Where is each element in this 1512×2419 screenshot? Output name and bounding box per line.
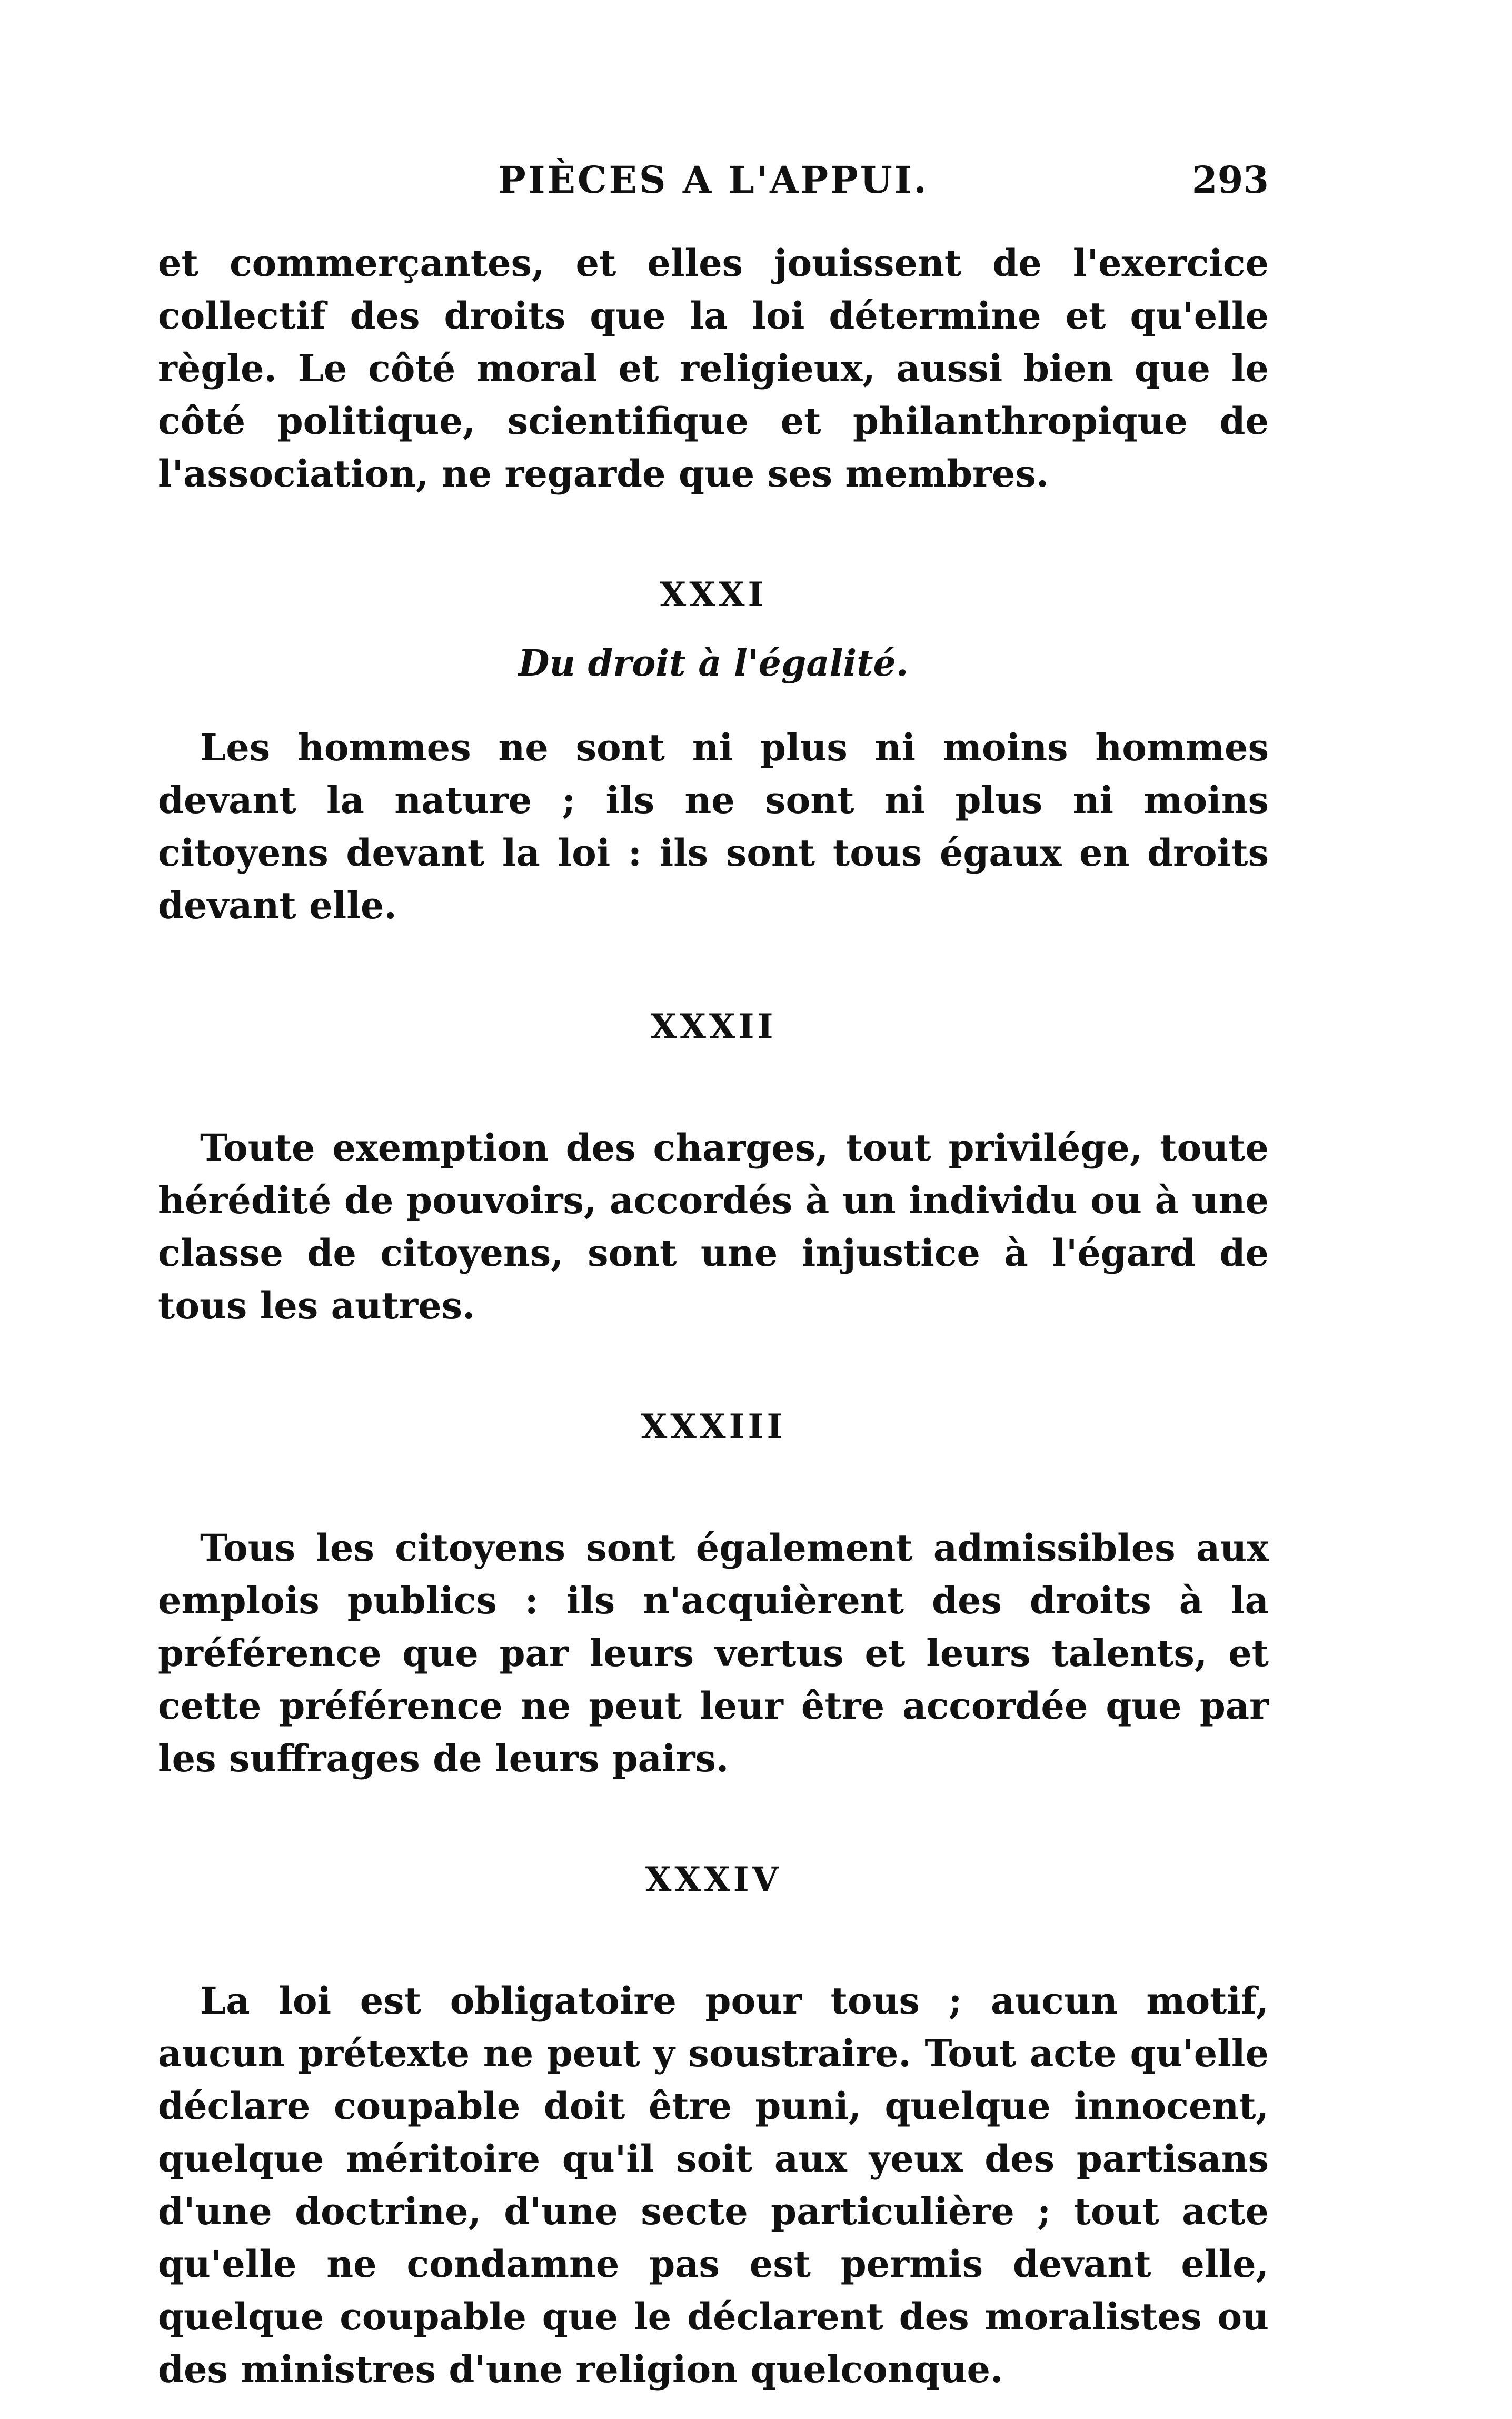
section-numeral-xxxii: XXXII xyxy=(650,1007,777,1046)
page-header xyxy=(158,158,1269,221)
section-text-xxxiii: Tous les citoyens sont également admissibles aux emplois publics : ils n'acquièrent des droits à la préférence que par leurs vertus et leurs talents, et cette préférence ne peut leur être accordée que par les suffrages de leurs pairs. xyxy=(158,1526,1269,1780)
continued-paragraph: et commerçantes, et elles jouissent de l'exercice collectif des droits que la loi détermine et qu'elle règle. Le côté moral et religieux, aussi bien que le côté politique, scientifique et philanthropique de l'association, ne regarde que ses membres. xyxy=(158,241,1269,495)
section-numeral-xxxi: XXXI xyxy=(660,575,767,614)
section-numeral-xxxiv: XXXIV xyxy=(645,1860,782,1899)
section-text-xxxiv: La loi est obligatoire pour tous ; aucun motif, aucun prétexte ne peut y soustraire. Tout acte qu'elle déclare coupable doit être puni, quelque innocent, quelque méritoire qu'il soit aux yeux des partisans d'une doctrine, d'une secte particulière ; tout acte qu'elle ne condamne pas est permis devant elle, quelque coupable que le déclarent des moralistes ou des ministres d'une religion quelconque. xyxy=(158,1979,1269,2391)
running-head: PIÈCES A L'APPUI. xyxy=(498,158,929,202)
page-number: 293 xyxy=(1191,158,1269,202)
section-numeral-xxxiii: XXXIII xyxy=(641,1407,786,1446)
section-text-xxxi: Les hommes ne sont ni plus ni moins hommes devant la nature ; ils ne sont ni plus ni moins citoyens devant la loi : ils sont tous égaux en droits devant elle. xyxy=(158,726,1269,927)
page-body xyxy=(158,237,1269,2396)
section-subtitle-xxxi: Du droit à l'égalité. xyxy=(518,642,909,685)
section-text-xxxii: Toute exemption des charges, tout privilége, toute hérédité de pouvoirs, accordés à un individu ou à une classe de citoyens, sont une injustice à l'égard de tous les autres. xyxy=(158,1126,1269,1327)
